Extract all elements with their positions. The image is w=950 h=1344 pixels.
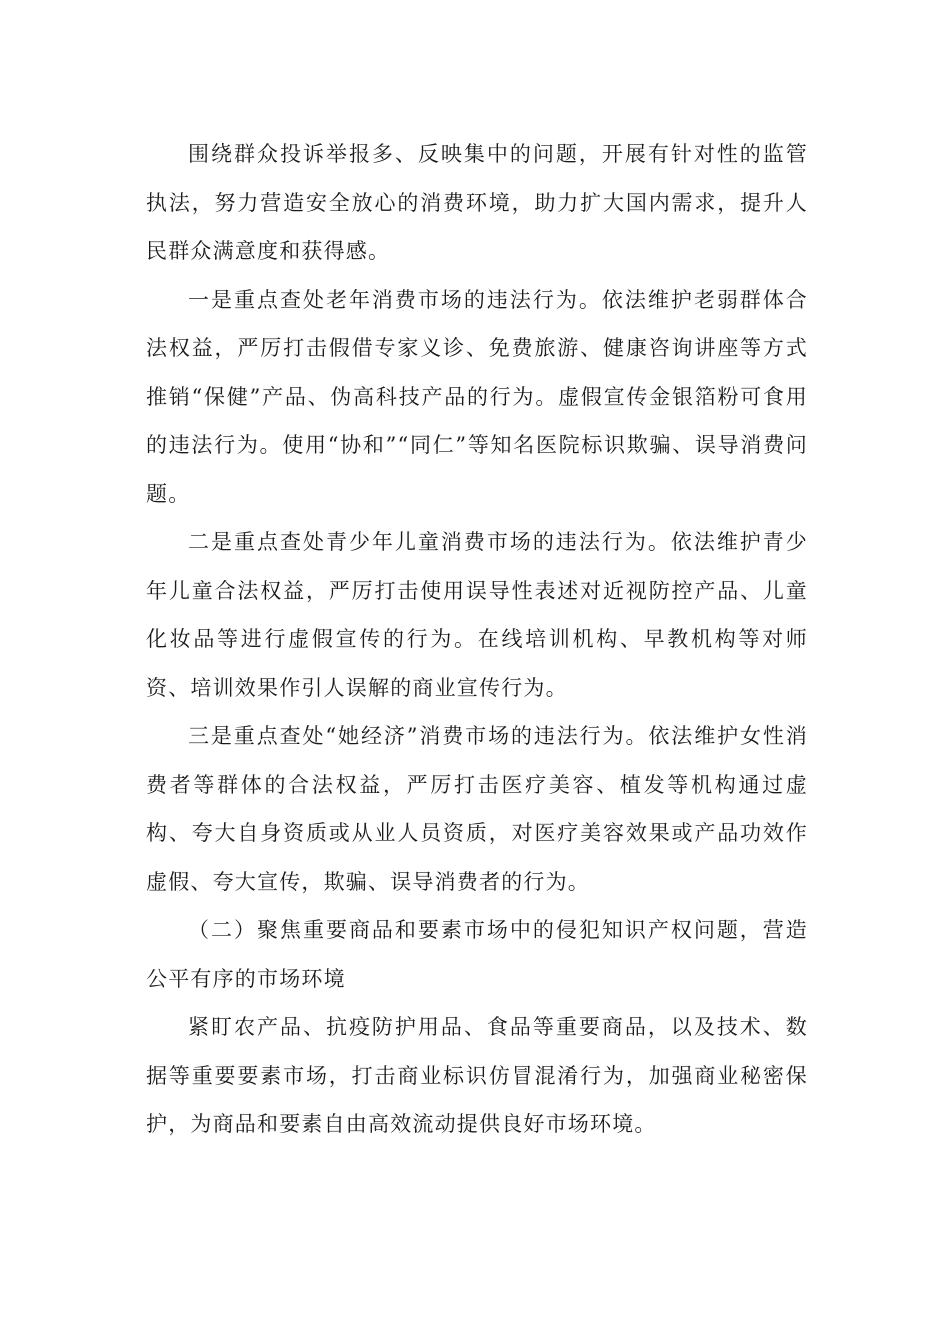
paragraph-key-commodities: 紧盯农产品、抗疫防护用品、食品等重要商品，以及技术、数据等重要要素市场，打击商业标识仿冒混淆行为，加强商业秘密保护，为商品和要素自由高效流动提供良好市场环境。 xyxy=(146,1015,808,1136)
paragraph-intro: 围绕群众投诉举报多、反映集中的问题，开展有针对性的监管执法，努力营造安全放心的消费环境，助力扩大国内需求，提升人民群众满意度和获得感。 xyxy=(146,142,808,263)
paragraph-youth-market: 二是重点查处青少年儿童消费市场的违法行为。依法维护青少年儿童合法权益，严厉打击使用误导性表述对近视防控产品、儿童化妆品等进行虚假宣传的行为。在线培训机构、早教机构等对师资、培训效果作引人误解的商业宣传行为。 xyxy=(146,530,808,700)
document-body xyxy=(146,130,808,1149)
paragraph-her-economy: 三是重点查处“她经济”消费市场的违法行为。依法维护女性消费者等群体的合法权益，严厉打击医疗美容、植发等机构通过虚构、夸大自身资质或从业人员资质，对医疗美容效果或产品功效作虚假、夸大宣传，欺骗、误导消费者的行为。 xyxy=(146,724,808,894)
section-heading-ip: （二）聚焦重要商品和要素市场中的侵犯知识产权问题，营造公平有序的市场环境 xyxy=(146,918,808,991)
paragraph-elderly-market: 一是重点查处老年消费市场的违法行为。依法维护老弱群体合法权益，严厉打击假借专家义诊、免费旅游、健康咨询讲座等方式推销“保健”产品、伪高科技产品的行为。虚假宣传金银箔粉可食用的违法行为。使用“协和”“同仁”等知名医院标识欺骗、误导消费问题。 xyxy=(146,287,808,506)
